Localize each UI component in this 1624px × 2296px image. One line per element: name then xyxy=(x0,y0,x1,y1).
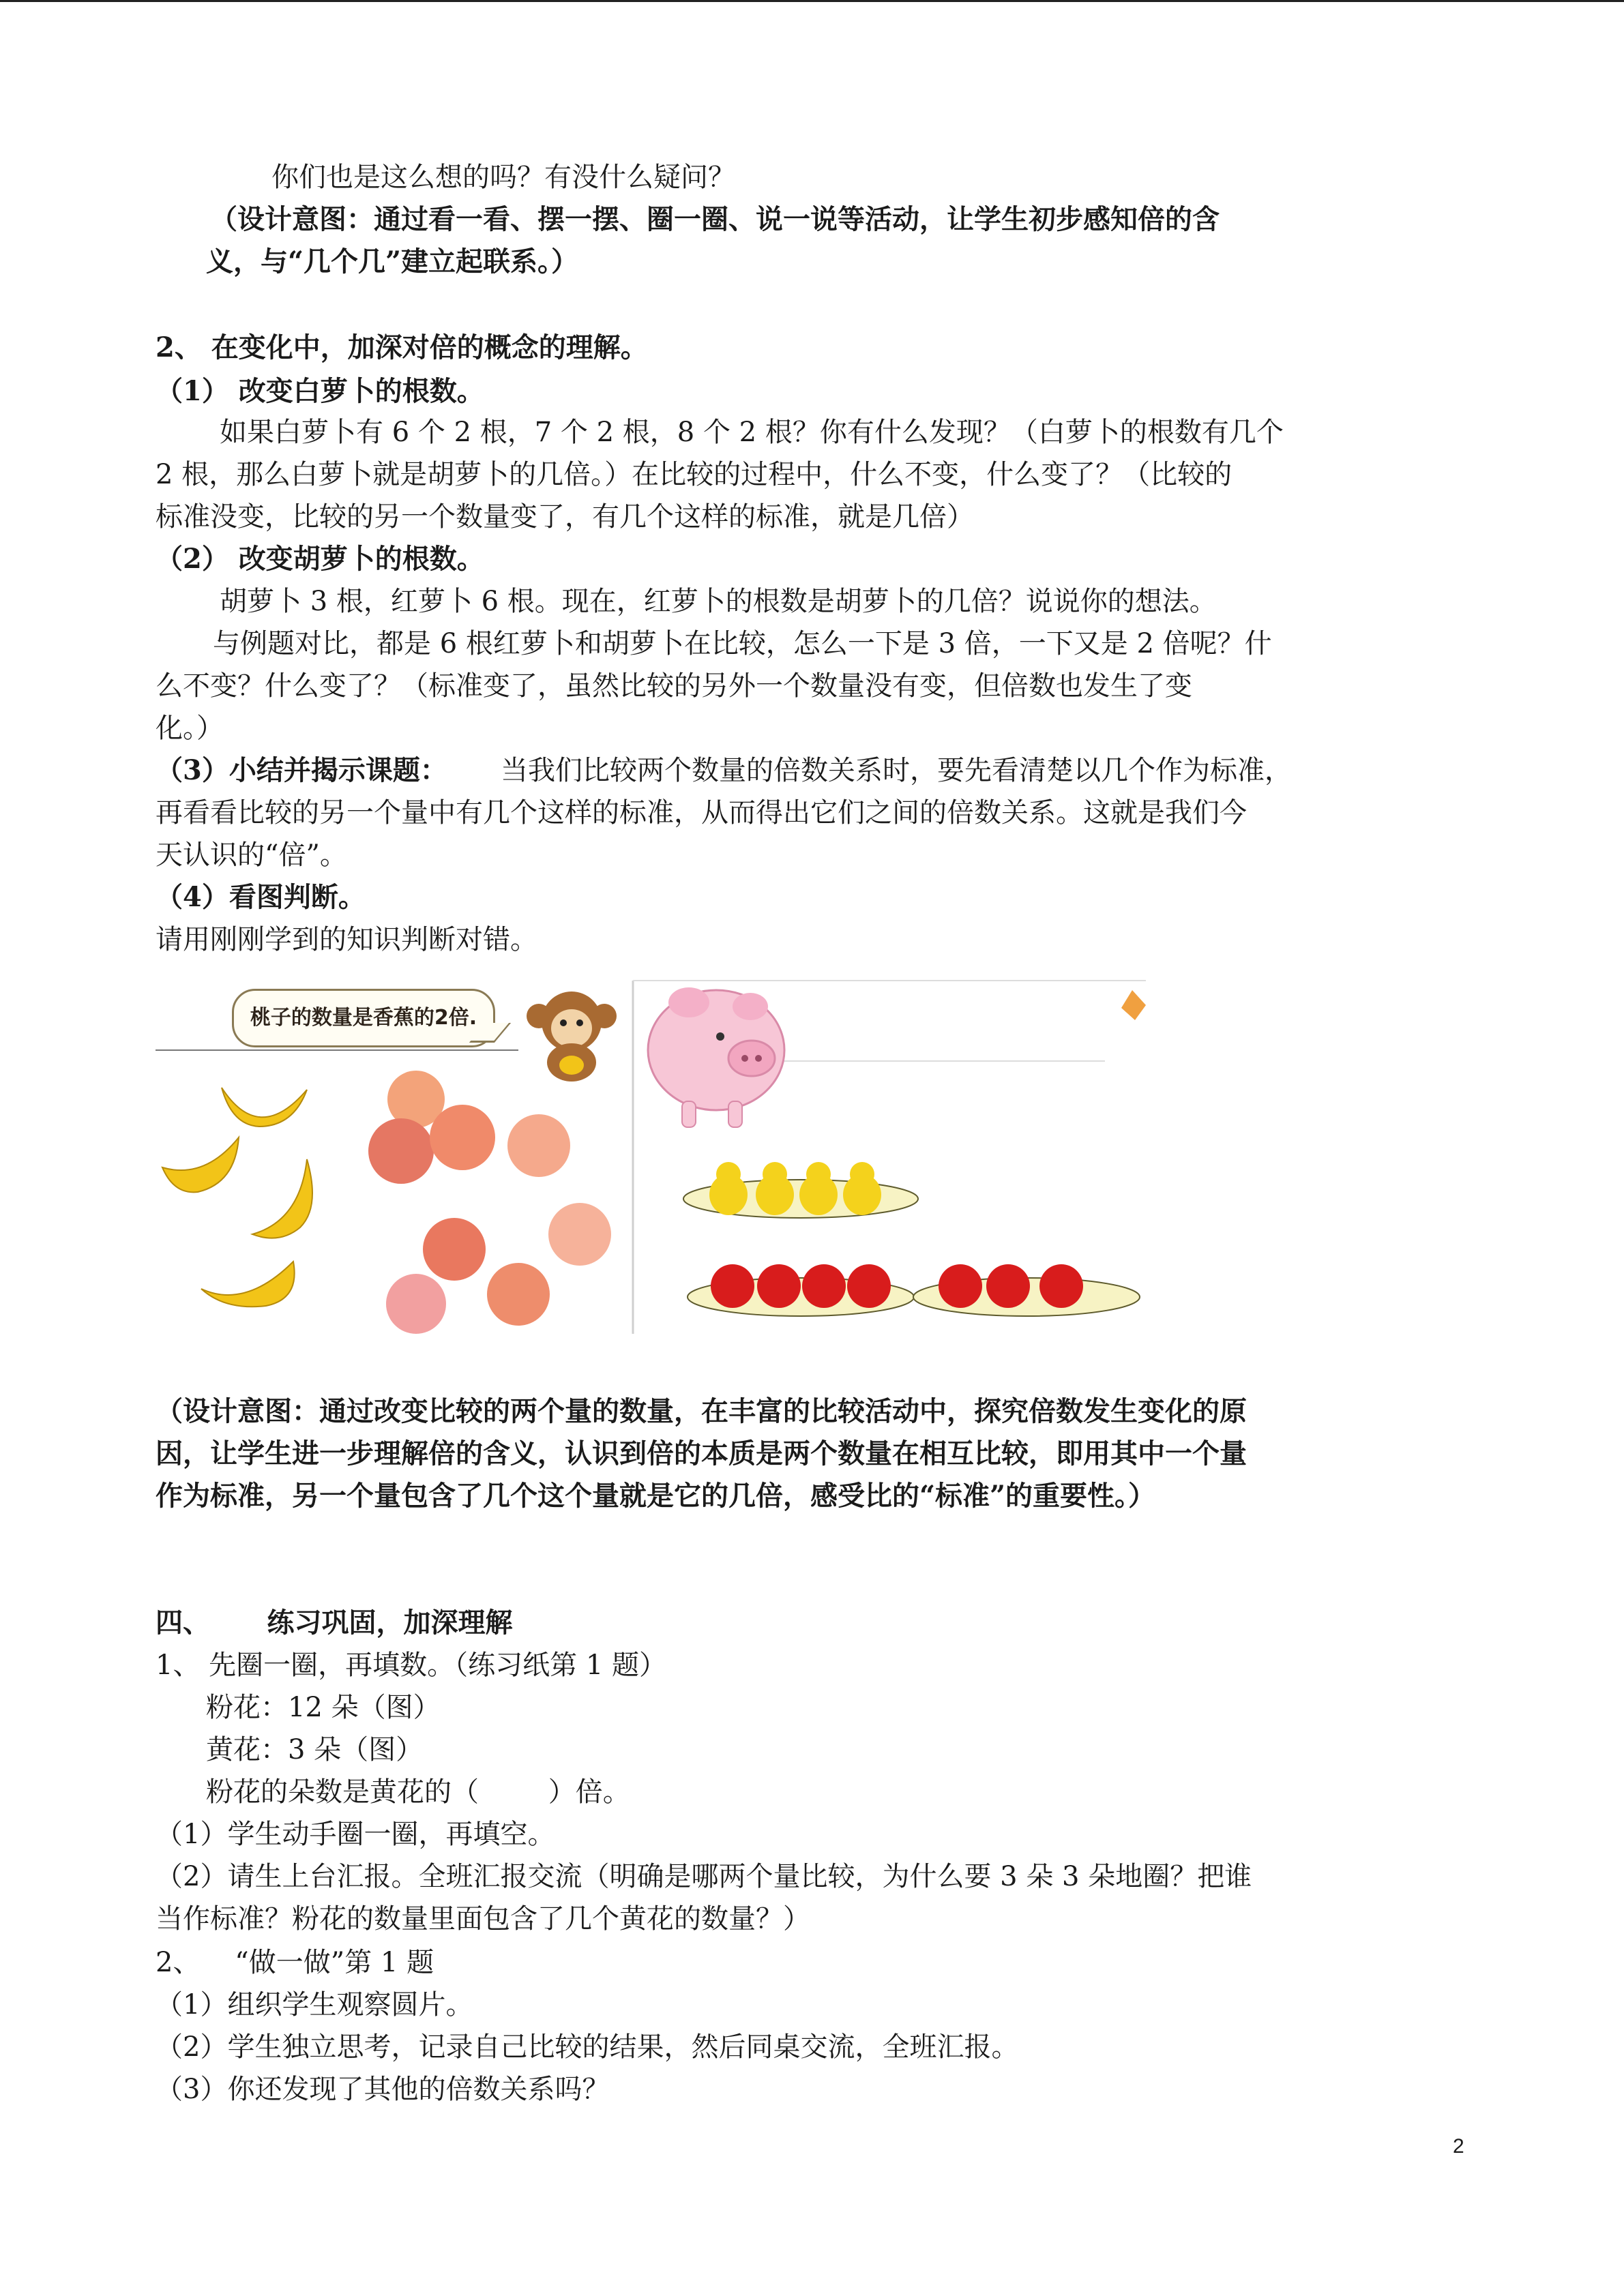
peach-icon xyxy=(423,1218,486,1281)
apple-icon xyxy=(939,1264,982,1308)
pear-icon xyxy=(799,1162,838,1215)
text-line: 再看看比较的另一个量中有几个这样的标准，从而得出它们之间的倍数关系。这就是我们今 xyxy=(156,797,1247,829)
text-line: 胡萝卜 3 根，红萝卜 6 根。现在，红萝卜的根数是胡萝卜的几倍？说说你的想法。 xyxy=(220,586,1217,617)
peach-group xyxy=(368,1071,611,1334)
text-line: 粉花：12 朵（图） xyxy=(206,1692,441,1723)
text-line: 四、 练习巩固，加深理解 xyxy=(156,1607,513,1639)
banana-icon xyxy=(252,1159,312,1238)
apple-icon xyxy=(1039,1264,1083,1308)
apple-group-right xyxy=(939,1264,1083,1308)
apple-icon xyxy=(847,1264,891,1308)
text-line: 标准没变，比较的另一个数量变了，有几个这样的标准，就是几倍） xyxy=(156,501,974,533)
text-line: 天认识的“倍”。 xyxy=(156,839,347,871)
text-line: 化。） xyxy=(156,713,224,744)
page-number: 2 xyxy=(1453,2135,1464,2158)
text-line: 么不变？什么变了？（标准变了，虽然比较的另外一个数量没有变，但倍数也发生了变 xyxy=(156,670,1192,702)
text-line: （3）你还发现了其他的倍数关系吗？ xyxy=(156,2074,610,2105)
text-line: （2）学生独立思考，记录自己比较的结果，然后同桌交流，全班汇报。 xyxy=(156,2031,1019,2063)
text-line: （设计意图：通过看一看、摆一摆、圈一圈、说一说等活动，让学生初步感知倍的含 xyxy=(210,203,1220,235)
banana-icon xyxy=(162,1137,239,1192)
apple-icon xyxy=(802,1264,846,1308)
text-line: （1）组织学生观察圆片。 xyxy=(156,1989,473,2021)
banana-group xyxy=(162,1088,312,1307)
text-line: 你们也是这么想的吗？有没什么疑问？ xyxy=(271,162,735,193)
text-line: 粉花的朵数是黄花的（ ）倍。 xyxy=(206,1776,630,1808)
apple-icon xyxy=(757,1264,801,1308)
text-line: 黄花：3 朵（图） xyxy=(206,1734,424,1765)
banana-icon xyxy=(222,1088,307,1127)
monkey-icon xyxy=(527,992,617,1082)
text-line: 2 根，那么白萝卜就是胡萝卜的几倍。）在比较的过程中，什么不变，什么变了？（比较的 xyxy=(156,459,1232,490)
apple-icon xyxy=(986,1264,1030,1308)
text-line: （设计意图：通过改变比较的两个量的数量，在丰富的比较活动中，探究倍数发生变化的原 xyxy=(156,1395,1247,1427)
pear-icon xyxy=(756,1162,794,1215)
pig-icon xyxy=(648,987,784,1127)
text-line: （2）请生上台汇报。全班汇报交流（明确是哪两个量比较，为什么要 3 朵 3 朵地圈？把谁 xyxy=(156,1861,1252,1892)
pear-icon xyxy=(709,1162,748,1215)
text-line: 因，让学生进一步理解倍的含义，认识到倍的本质是两个数量在相互比较，即用其中一个量 xyxy=(156,1437,1247,1470)
peach-icon xyxy=(386,1274,446,1334)
text-line: （4）看图判断。 xyxy=(156,881,366,913)
pear-icon xyxy=(843,1162,881,1215)
text-line: （2） 改变胡萝卜的根数。 xyxy=(156,543,484,575)
peach-icon xyxy=(548,1203,611,1266)
peach-icon xyxy=(487,1263,550,1326)
text-line: （1） 改变白萝卜的根数。 xyxy=(156,375,484,407)
text-line: 作为标准，另一个量包含了几个这个量就是它的几倍，感受比的“标准”的重要性。） xyxy=(156,1480,1156,1512)
text-line: 如果白萝卜有 6 个 2 根，7 个 2 根，8 个 2 根？你有什么发现？（白萝卜的根数有几个 xyxy=(220,417,1284,448)
text-line: 1、 先圈一圈，再填数。（练习纸第 1 题） xyxy=(156,1650,667,1681)
text-line: 当作标准？粉花的数量里面包含了几个黄花的数量？） xyxy=(156,1903,810,1935)
banana-icon xyxy=(201,1262,295,1307)
text-line: 请用刚刚学到的知识判断对错。 xyxy=(156,924,537,955)
peach-icon xyxy=(430,1105,495,1170)
peach-icon xyxy=(507,1114,570,1177)
text-line: 2、 在变化中，加深对倍的概念的理解。 xyxy=(156,331,648,363)
text-line: （3）小结并揭示课题： xyxy=(156,754,447,786)
apple-icon xyxy=(711,1264,754,1308)
speech-bubble: 桃子的数量是香蕉的2倍. xyxy=(232,989,495,1047)
text-line-continuation: 当我们比较两个数量的倍数关系时，要先看清楚以几个作为标准， xyxy=(501,755,1292,786)
corner-decoration-icon xyxy=(1121,990,1146,1020)
peach-icon xyxy=(368,1118,434,1184)
text-line: 与例题对比，都是 6 根红萝卜和胡萝卜在比较，怎么一下是 3 倍，一下又是 2 倍呢？什 xyxy=(213,628,1272,659)
text-line: 2、 “做一做”第 1 题 xyxy=(156,1947,434,1978)
text-line: （1）学生动手圈一圈，再填空。 xyxy=(156,1819,555,1850)
text-line: 义，与“几个几”建立起联系。） xyxy=(206,245,579,278)
